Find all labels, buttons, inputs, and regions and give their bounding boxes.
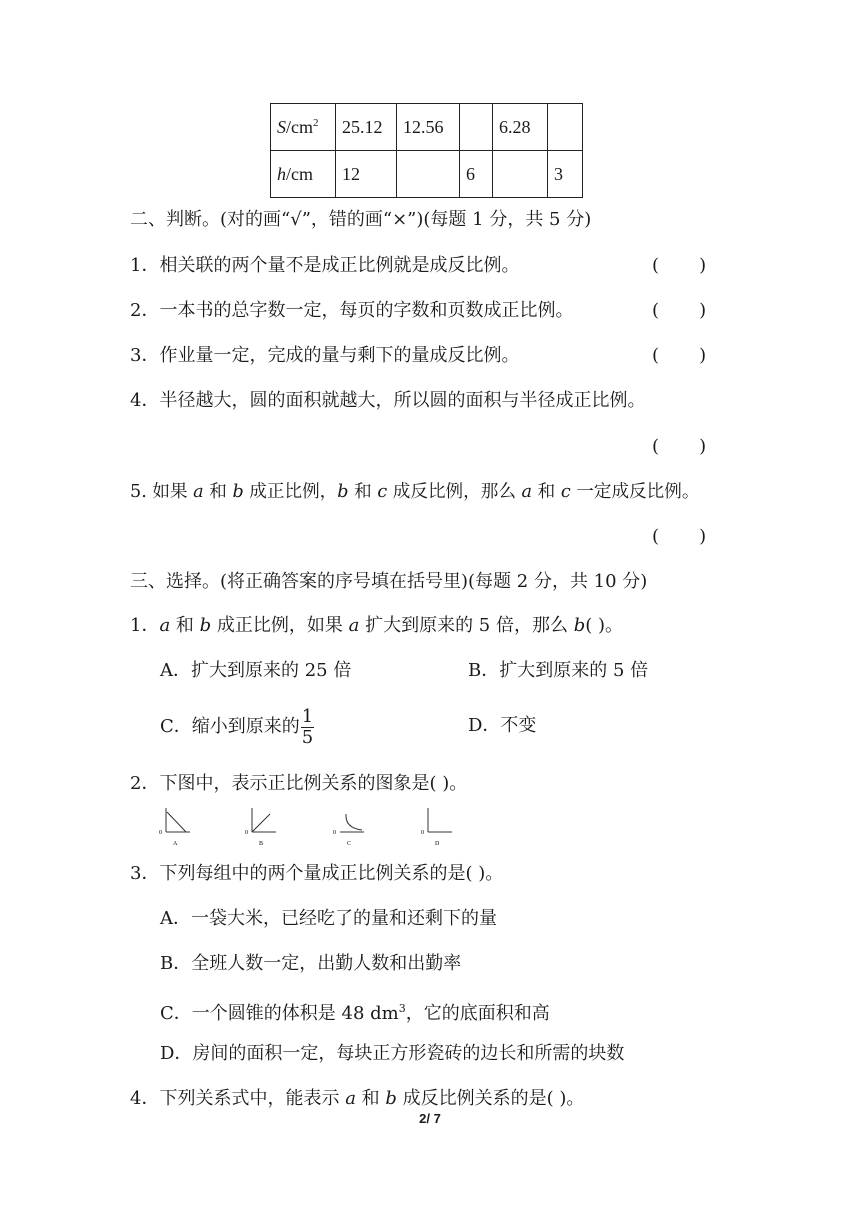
option-1a[interactable]: A．扩大到原来的 25 倍 (160, 660, 352, 681)
svg-text:D: D (435, 841, 440, 847)
table-cell: 12 (336, 151, 397, 198)
table-cell: 6.28 (493, 104, 548, 151)
choice-question-1: 1．a 和 b 成正比例，如果 a 扩大到原来的 5 倍，那么 b( )。 (130, 615, 624, 636)
table-cell (493, 151, 548, 198)
table-cell (548, 104, 583, 151)
section2-title: 二、判断。(对的画“√”，错的画“×”)(每题 1 分，共 5 分) (130, 209, 592, 230)
svg-text:0: 0 (245, 830, 248, 836)
option-3a[interactable]: A．一袋大米，已经吃了的量和还剩下的量 (160, 908, 497, 929)
table-cell (460, 104, 493, 151)
svg-text:0: 0 (159, 830, 162, 836)
judge-question-1: 1．相关联的两个量不是成正比例就是成反比例。 (130, 255, 520, 276)
page-number: 2/ 7 (419, 1111, 441, 1126)
table-cell: 25.12 (336, 104, 397, 151)
judge-question-4: 4．半径越大，圆的面积就越大，所以圆的面积与半径成正比例。 (130, 390, 646, 411)
table-cell: 12.56 (397, 104, 460, 151)
table-cell: 6 (460, 151, 493, 198)
fraction-one-fifth: $\frac{1}{5}$ (301, 705, 314, 748)
option-3b[interactable]: B．全班人数一定，出勤人数和出勤率 (160, 953, 462, 974)
answer-blank-5[interactable]: ( ) (652, 526, 707, 547)
choice-question-3: 3．下列每组中的两个量成正比例关系的是( )。 (130, 863, 504, 884)
section3-title: 三、选择。(将正确答案的序号填在括号里)(每题 2 分，共 10 分) (130, 571, 648, 592)
table-cell: 3 (548, 151, 583, 198)
svg-text:B: B (259, 841, 264, 847)
option-1b[interactable]: B．扩大到原来的 5 倍 (468, 660, 649, 681)
option-1d[interactable]: D．不变 (468, 715, 537, 736)
option-3c[interactable]: C．一个圆锥的体积是 48 $dm^3$，它的底面积和高 (160, 1002, 550, 1024)
option-3d[interactable]: D．房间的面积一定，每块正方形瓷砖的边长和所需的块数 (160, 1043, 625, 1064)
graph-option-d[interactable] (420, 806, 456, 852)
graph-option-b[interactable] (244, 806, 280, 852)
area-height-table (270, 103, 583, 198)
svg-text:A: A (173, 841, 178, 847)
table-cell (397, 151, 460, 198)
svg-text:0: 0 (421, 830, 424, 836)
table-header-cell: h/cm (271, 151, 336, 198)
answer-blank-2[interactable]: ( ) (652, 300, 707, 321)
judge-question-3: 3．作业量一定，完成的量与剩下的量成反比例。 (130, 345, 520, 366)
graph-option-a[interactable] (158, 806, 194, 852)
judge-question-2: 2．一本书的总字数一定，每页的字数和页数成正比例。 (130, 300, 574, 321)
svg-text:C: C (347, 841, 352, 847)
judge-question-5: 5. 如果 a 和 b 成正比例，b 和 c 成反比例，那么 a 和 c 一定成反比例。 (130, 482, 700, 502)
answer-blank-4[interactable]: ( ) (652, 436, 707, 457)
choice-question-4: 4．下列关系式中，能表示 a 和 b 成反比例关系的是( )。 (130, 1088, 585, 1109)
choice-question-2: 2．下图中，表示正比例关系的图象是( )。 (130, 773, 468, 794)
table-header-cell: $S/cm^2$ (271, 104, 336, 151)
answer-blank-1[interactable]: ( ) (652, 255, 707, 276)
table-row (271, 151, 583, 198)
option-1c[interactable]: C．缩小到原来的 $\frac{1}{5}$ (160, 705, 314, 748)
table-row (271, 104, 583, 151)
svg-text:0: 0 (333, 830, 336, 836)
answer-blank-3[interactable]: ( ) (652, 345, 707, 366)
graph-option-c[interactable] (332, 806, 368, 852)
